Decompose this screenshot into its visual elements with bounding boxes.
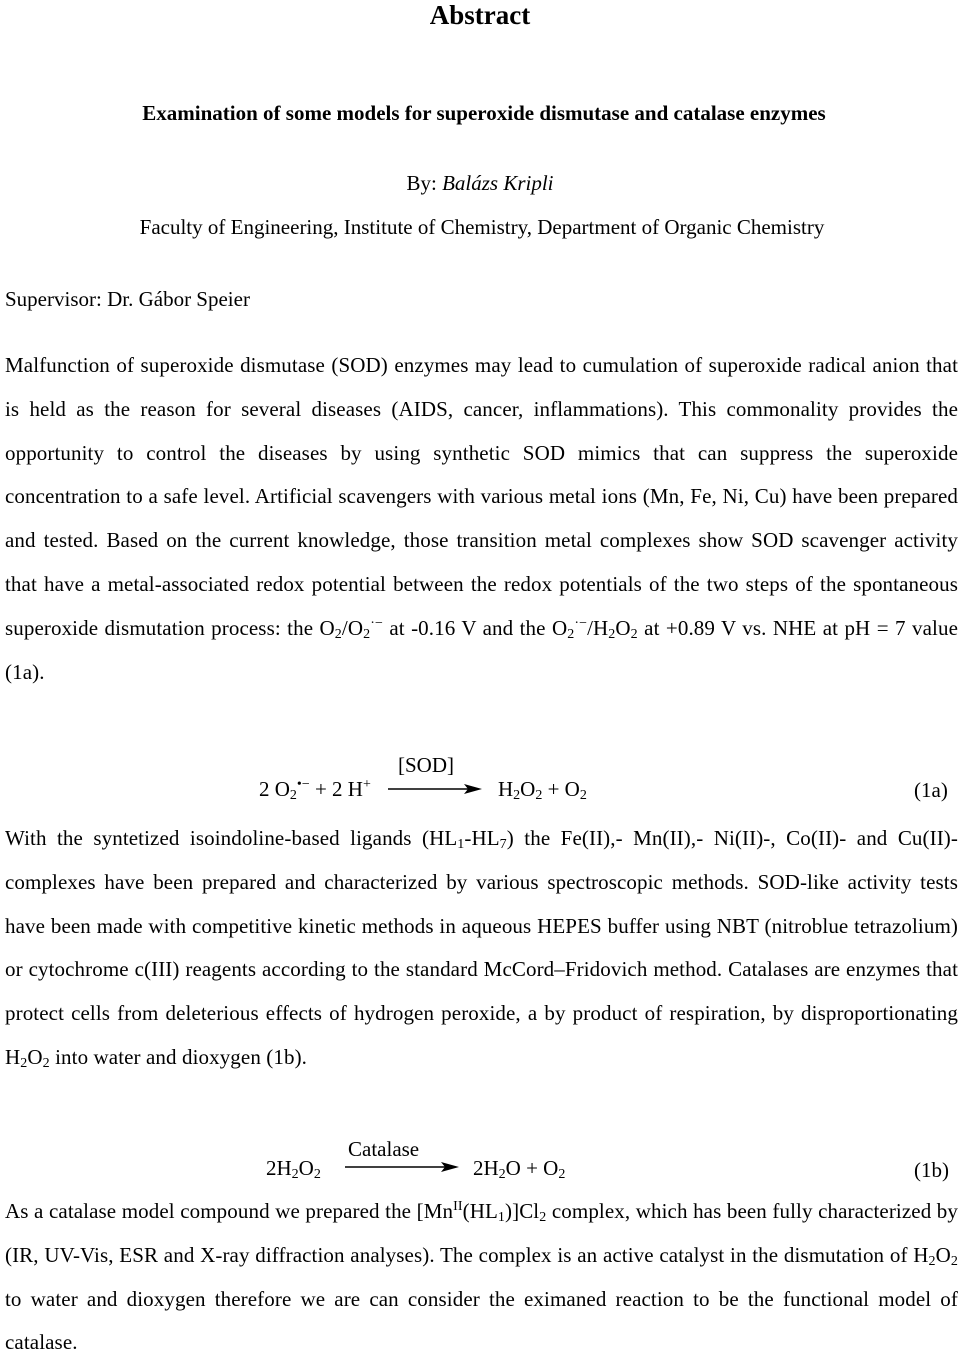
equation-1b-number: (1b) [914,1158,949,1182]
equation-1a-catalyst: [SOD] [398,753,454,777]
author-line [0,168,960,198]
reaction-arrow-icon [386,783,484,795]
author-prefix: By: [406,171,443,195]
paragraph-sod: Malfunction of superoxide dismutase (SOD) enzymes may lead to cumulation of superoxide radical anion that is held as the reason for several diseases (AIDS, cancer, inflammations). This commonality provides the opportunity to control the diseases by using synthetic SOD mimics that can suppress the superoxide concentration to a safe level. Artificial scavengers with various metal ions (Mn, Fe, Ni, Cu) have been prepared and tested. Based on the current knowledge, those transition metal complexes show SOD scavenger activity that have a metal-associated redox potential between the redox potentials of the two steps of the spontaneous superoxide dismutation process: the $O_2/O_2^{\cdot-}$ at -0.16 V and the $O_2^{\cdot-}/H_2O_2$ at +0.89 V vs. NHE at pH = 7 value (1a). [5,353,958,684]
equation-1a-rhs: $H_2O_2 + O_2$ [498,777,587,803]
supervisor-line: Supervisor: Dr. Gábor Speier [5,287,250,311]
paper-title: Examination of some models for superoxide dismutase and catalase enzymes [142,101,826,125]
paragraph-ligands: With the syntetized isoindoline-based ligands $(HL_1-HL_7)$ the Fe(II),- Mn(II),- Ni(II)-, Co(II)- and Cu(II)-complexes have been prepared and characterized by various spectroscopic methods. SOD-like activity tests have been made with competitive kinetic methods in aqueous HEPES buffer using NBT (nitroblue tetrazolium) or cytochrome c(III) reagents according to the standard McCord–Fridovich method. Catalases are enzymes that protect cells from deleterious effects of hydrogen peroxide, a by product of respiration, by disproportionating $H_2O_2$ into water and dioxygen (1b). [5,826,958,1071]
equation-1b-rhs: $2H_2O + O_2$ [473,1156,566,1182]
reaction-arrow-icon [343,1161,461,1173]
equation-1a-number: (1a) [914,778,948,802]
paragraph-catalase: As a catalase model compound we prepared the $[Mn^{II}(HL_1)]Cl_2$ complex, which has been fully characterized by (IR, UV-Vis, ESR and X-ray diffraction analyses). The complex is an active catalyst in the dismutation of $H_2O_2$ to water and dioxygen therefore we are can consider the eximaned reaction to be the functional model of catalase. [5,1199,958,1355]
equation-1a-lhs: 2 $O_2^{•-} + 2$ H+ [259,777,371,803]
author-name: Balázs Kripli [442,171,554,195]
equation-1b-catalyst: Catalase [348,1137,420,1161]
abstract-heading: Abstract [429,0,531,30]
equation-1b-lhs: $2H_2O_2$ [266,1156,321,1182]
affiliation: Faculty of Engineering, Institute of Chemistry, Department of Organic Chemistry [139,215,825,239]
